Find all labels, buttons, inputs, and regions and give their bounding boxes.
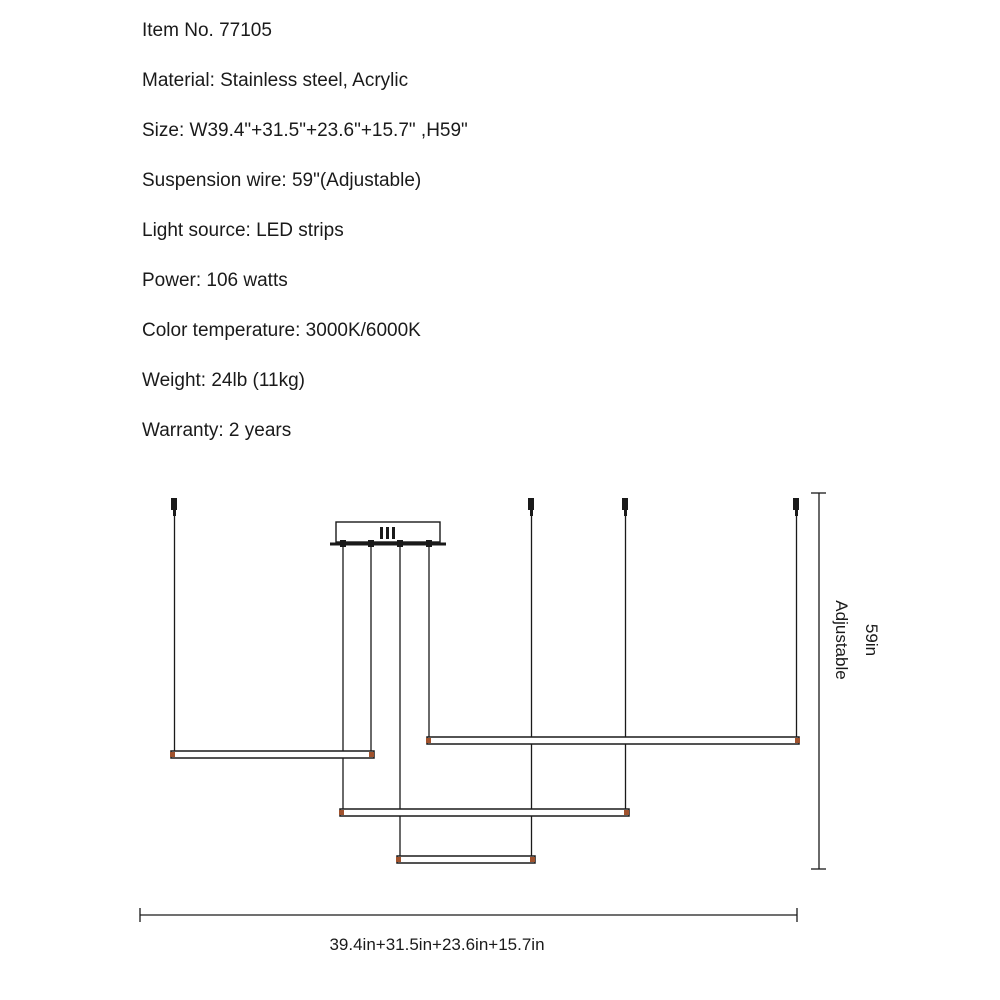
suspension-wires bbox=[175, 516, 797, 857]
spec-weight: Weight: 24lb (11kg) bbox=[142, 370, 305, 391]
spec-power: Power: 106 watts bbox=[142, 270, 288, 291]
spec-light-source: Light source: LED strips bbox=[142, 220, 344, 241]
spec-suspension-wire: Suspension wire: 59"(Adjustable) bbox=[142, 170, 422, 191]
led-bar-23-6in bbox=[170, 751, 374, 758]
spec-item-number: Item No. 77105 bbox=[142, 20, 272, 41]
spec-material: Material: Stainless steel, Acrylic bbox=[142, 70, 409, 91]
led-bars bbox=[170, 737, 800, 863]
ceiling-anchor bbox=[528, 498, 534, 516]
ceiling-anchors bbox=[171, 498, 799, 516]
ceiling-anchor bbox=[622, 498, 628, 516]
width-label: 39.4in+31.5in+23.6in+15.7in bbox=[329, 935, 545, 954]
height-label: 59in bbox=[862, 623, 881, 657]
spec-color-temperature: Color temperature: 3000K/6000K bbox=[142, 320, 421, 341]
height-note: Adjustable bbox=[832, 600, 851, 680]
ceiling-anchor bbox=[793, 498, 799, 516]
height-dimension bbox=[811, 493, 826, 869]
spec-warranty: Warranty: 2 years bbox=[142, 420, 292, 441]
spec-size: Size: W39.4"+31.5"+23.6"+15.7" ,H59" bbox=[142, 120, 468, 141]
width-dimension bbox=[140, 908, 797, 922]
ceiling-anchor bbox=[171, 498, 177, 516]
led-bar-39-4in bbox=[426, 737, 800, 744]
led-bar-31-5in bbox=[339, 809, 629, 816]
canopy bbox=[330, 522, 446, 547]
led-bar-15-7in bbox=[396, 856, 535, 863]
